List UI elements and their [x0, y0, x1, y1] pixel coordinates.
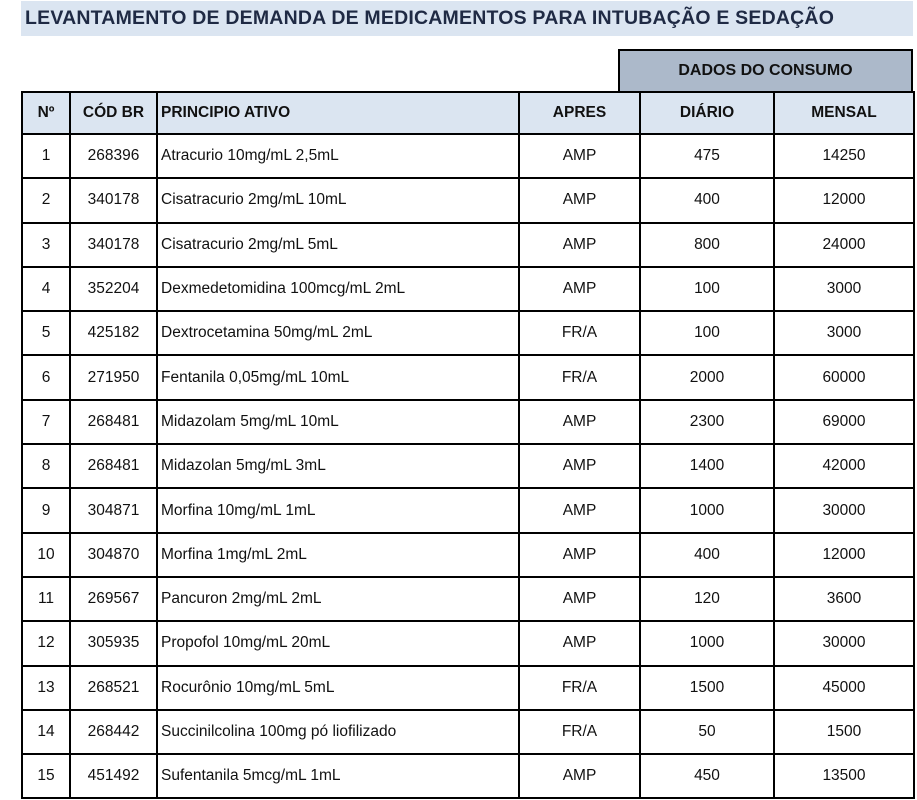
cell-monthly: 1500: [774, 710, 914, 754]
cell-active-ingredient: Pancuron 2mg/mL 2mL: [157, 577, 519, 621]
cell-monthly: 3600: [774, 577, 914, 621]
cell-num: 7: [22, 400, 70, 444]
cell-presentation: AMP: [519, 621, 640, 665]
cell-num: 10: [22, 533, 70, 577]
cell-presentation: AMP: [519, 444, 640, 488]
cell-presentation: AMP: [519, 400, 640, 444]
cell-code: 340178: [70, 178, 157, 222]
cell-active-ingredient: Propofol 10mg/mL 20mL: [157, 621, 519, 665]
cell-active-ingredient: Midazolam 5mg/mL 10mL: [157, 400, 519, 444]
cell-monthly: 30000: [774, 621, 914, 665]
cell-monthly: 3000: [774, 267, 914, 311]
cell-presentation: FR/A: [519, 666, 640, 710]
table-row: [22, 754, 914, 798]
cell-daily: 100: [640, 311, 774, 355]
cell-daily: 475: [640, 134, 774, 178]
cell-num: 9: [22, 488, 70, 532]
cell-active-ingredient: Fentanila 0,05mg/mL 10mL: [157, 355, 519, 399]
cell-code: 425182: [70, 311, 157, 355]
cell-active-ingredient: Cisatracurio 2mg/mL 10mL: [157, 178, 519, 222]
table-body: [22, 134, 914, 798]
cell-active-ingredient: Dexmedetomidina 100mcg/mL 2mL: [157, 267, 519, 311]
cell-code: 268481: [70, 444, 157, 488]
cell-code: 304871: [70, 488, 157, 532]
cell-active-ingredient: Rocurônio 10mg/mL 5mL: [157, 666, 519, 710]
header-presentation: APRES: [519, 92, 640, 134]
table-row: [22, 444, 914, 488]
cell-daily: 2000: [640, 355, 774, 399]
table-row: [22, 533, 914, 577]
cell-active-ingredient: Sufentanila 5mcg/mL 1mL: [157, 754, 519, 798]
cell-num: 4: [22, 267, 70, 311]
cell-active-ingredient: Cisatracurio 2mg/mL 5mL: [157, 223, 519, 267]
cell-presentation: AMP: [519, 178, 640, 222]
cell-daily: 1400: [640, 444, 774, 488]
table-row: [22, 710, 914, 754]
cell-code: 451492: [70, 754, 157, 798]
cell-code: 352204: [70, 267, 157, 311]
cell-presentation: AMP: [519, 533, 640, 577]
header-num: Nº: [22, 92, 70, 134]
cell-presentation: AMP: [519, 577, 640, 621]
table-header-row: [22, 92, 914, 134]
consumption-group-header: DADOS DO CONSUMO: [618, 49, 913, 91]
document-title: LEVANTAMENTO DE DEMANDA DE MEDICAMENTOS PARA INTUBAÇÃO E SEDAÇÃO: [25, 7, 835, 29]
cell-active-ingredient: Dextrocetamina 50mg/mL 2mL: [157, 311, 519, 355]
table-row: [22, 621, 914, 665]
table-row: [22, 178, 914, 222]
cell-monthly: 3000: [774, 311, 914, 355]
cell-num: 8: [22, 444, 70, 488]
cell-code: 271950: [70, 355, 157, 399]
cell-monthly: 13500: [774, 754, 914, 798]
cell-daily: 400: [640, 178, 774, 222]
table-row: [22, 666, 914, 710]
header-active-ingredient: PRINCIPIO ATIVO: [157, 92, 519, 134]
cell-monthly: 42000: [774, 444, 914, 488]
cell-monthly: 14250: [774, 134, 914, 178]
table-row: [22, 267, 914, 311]
cell-code: 268521: [70, 666, 157, 710]
cell-presentation: FR/A: [519, 355, 640, 399]
cell-monthly: 45000: [774, 666, 914, 710]
cell-daily: 800: [640, 223, 774, 267]
header-daily: DIÁRIO: [640, 92, 774, 134]
table-row: [22, 355, 914, 399]
cell-presentation: AMP: [519, 134, 640, 178]
cell-monthly: 69000: [774, 400, 914, 444]
cell-daily: 400: [640, 533, 774, 577]
cell-daily: 450: [640, 754, 774, 798]
cell-code: 304870: [70, 533, 157, 577]
table-row: [22, 311, 914, 355]
cell-daily: 50: [640, 710, 774, 754]
cell-active-ingredient: Atracurio 10mg/mL 2,5mL: [157, 134, 519, 178]
cell-code: 269567: [70, 577, 157, 621]
cell-monthly: 30000: [774, 488, 914, 532]
cell-daily: 1000: [640, 621, 774, 665]
cell-presentation: FR/A: [519, 311, 640, 355]
cell-code: 268481: [70, 400, 157, 444]
cell-code: 305935: [70, 621, 157, 665]
cell-presentation: AMP: [519, 488, 640, 532]
cell-num: 1: [22, 134, 70, 178]
cell-num: 5: [22, 311, 70, 355]
table-row: [22, 400, 914, 444]
cell-daily: 1000: [640, 488, 774, 532]
cell-monthly: 60000: [774, 355, 914, 399]
cell-daily: 120: [640, 577, 774, 621]
cell-active-ingredient: Morfina 10mg/mL 1mL: [157, 488, 519, 532]
cell-code: 340178: [70, 223, 157, 267]
cell-presentation: AMP: [519, 267, 640, 311]
cell-num: 15: [22, 754, 70, 798]
cell-daily: 2300: [640, 400, 774, 444]
header-monthly: MENSAL: [774, 92, 914, 134]
table-row: [22, 577, 914, 621]
cell-daily: 1500: [640, 666, 774, 710]
cell-active-ingredient: Midazolan 5mg/mL 3mL: [157, 444, 519, 488]
cell-monthly: 12000: [774, 178, 914, 222]
cell-code: 268396: [70, 134, 157, 178]
table-row: [22, 134, 914, 178]
cell-code: 268442: [70, 710, 157, 754]
cell-num: 2: [22, 178, 70, 222]
table-row: [22, 488, 914, 532]
cell-monthly: 12000: [774, 533, 914, 577]
header-code: CÓD BR: [70, 92, 157, 134]
medication-table: [21, 91, 915, 799]
table-row: [22, 223, 914, 267]
cell-num: 12: [22, 621, 70, 665]
cell-presentation: FR/A: [519, 710, 640, 754]
cell-daily: 100: [640, 267, 774, 311]
cell-active-ingredient: Morfina 1mg/mL 2mL: [157, 533, 519, 577]
cell-num: 6: [22, 355, 70, 399]
cell-presentation: AMP: [519, 754, 640, 798]
cell-num: 11: [22, 577, 70, 621]
cell-num: 13: [22, 666, 70, 710]
cell-num: 3: [22, 223, 70, 267]
cell-presentation: AMP: [519, 223, 640, 267]
cell-monthly: 24000: [774, 223, 914, 267]
cell-num: 14: [22, 710, 70, 754]
cell-active-ingredient: Succinilcolina 100mg pó liofilizado: [157, 710, 519, 754]
title-bar: [21, 1, 913, 36]
